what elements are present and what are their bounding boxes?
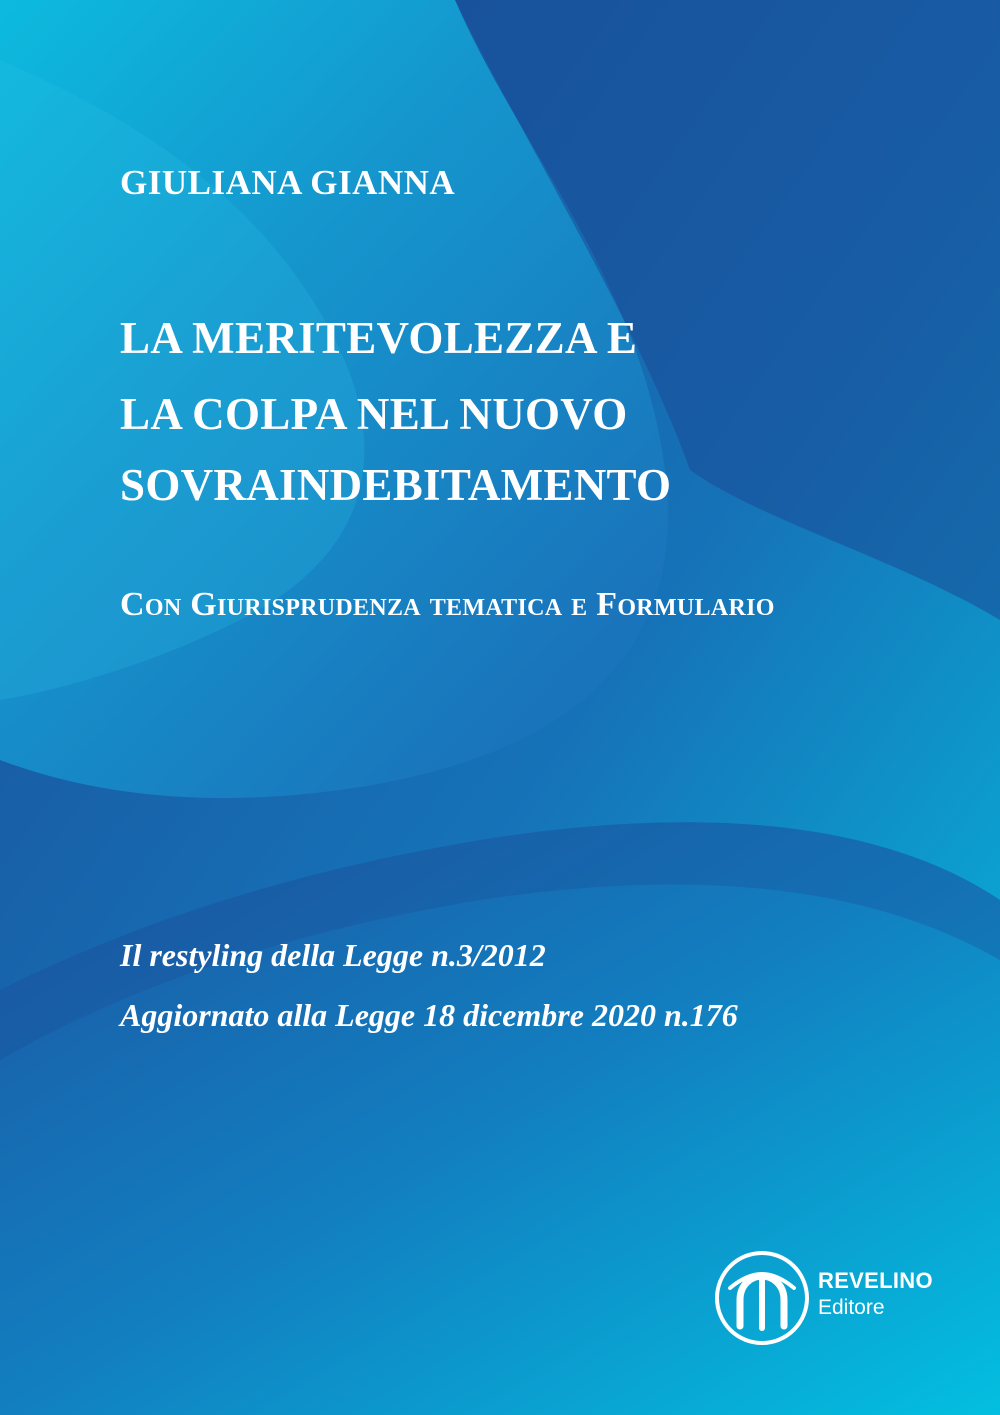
book-title-line-3: SOVRAINDEBITAMENTO	[120, 460, 672, 510]
book-title-line-1: LA MERITEVOLEZZA E	[120, 313, 638, 363]
publisher-name: REVELINO	[818, 1268, 933, 1293]
author-name: GIULIANA GIANNA	[120, 163, 456, 202]
edition-note-2: Aggiornato alla Legge 18 dicembre 2020 n.176	[120, 997, 738, 1033]
book-subtitle: Con Giurisprudenza tematica e Formulario	[120, 586, 775, 623]
publisher-subname: Editore	[818, 1296, 885, 1319]
book-title-line-2: LA COLPA NEL NUOVO	[120, 389, 628, 439]
publisher-logo-icon	[712, 1248, 812, 1348]
edition-note-1: Il restyling della Legge n.3/2012	[120, 937, 546, 973]
